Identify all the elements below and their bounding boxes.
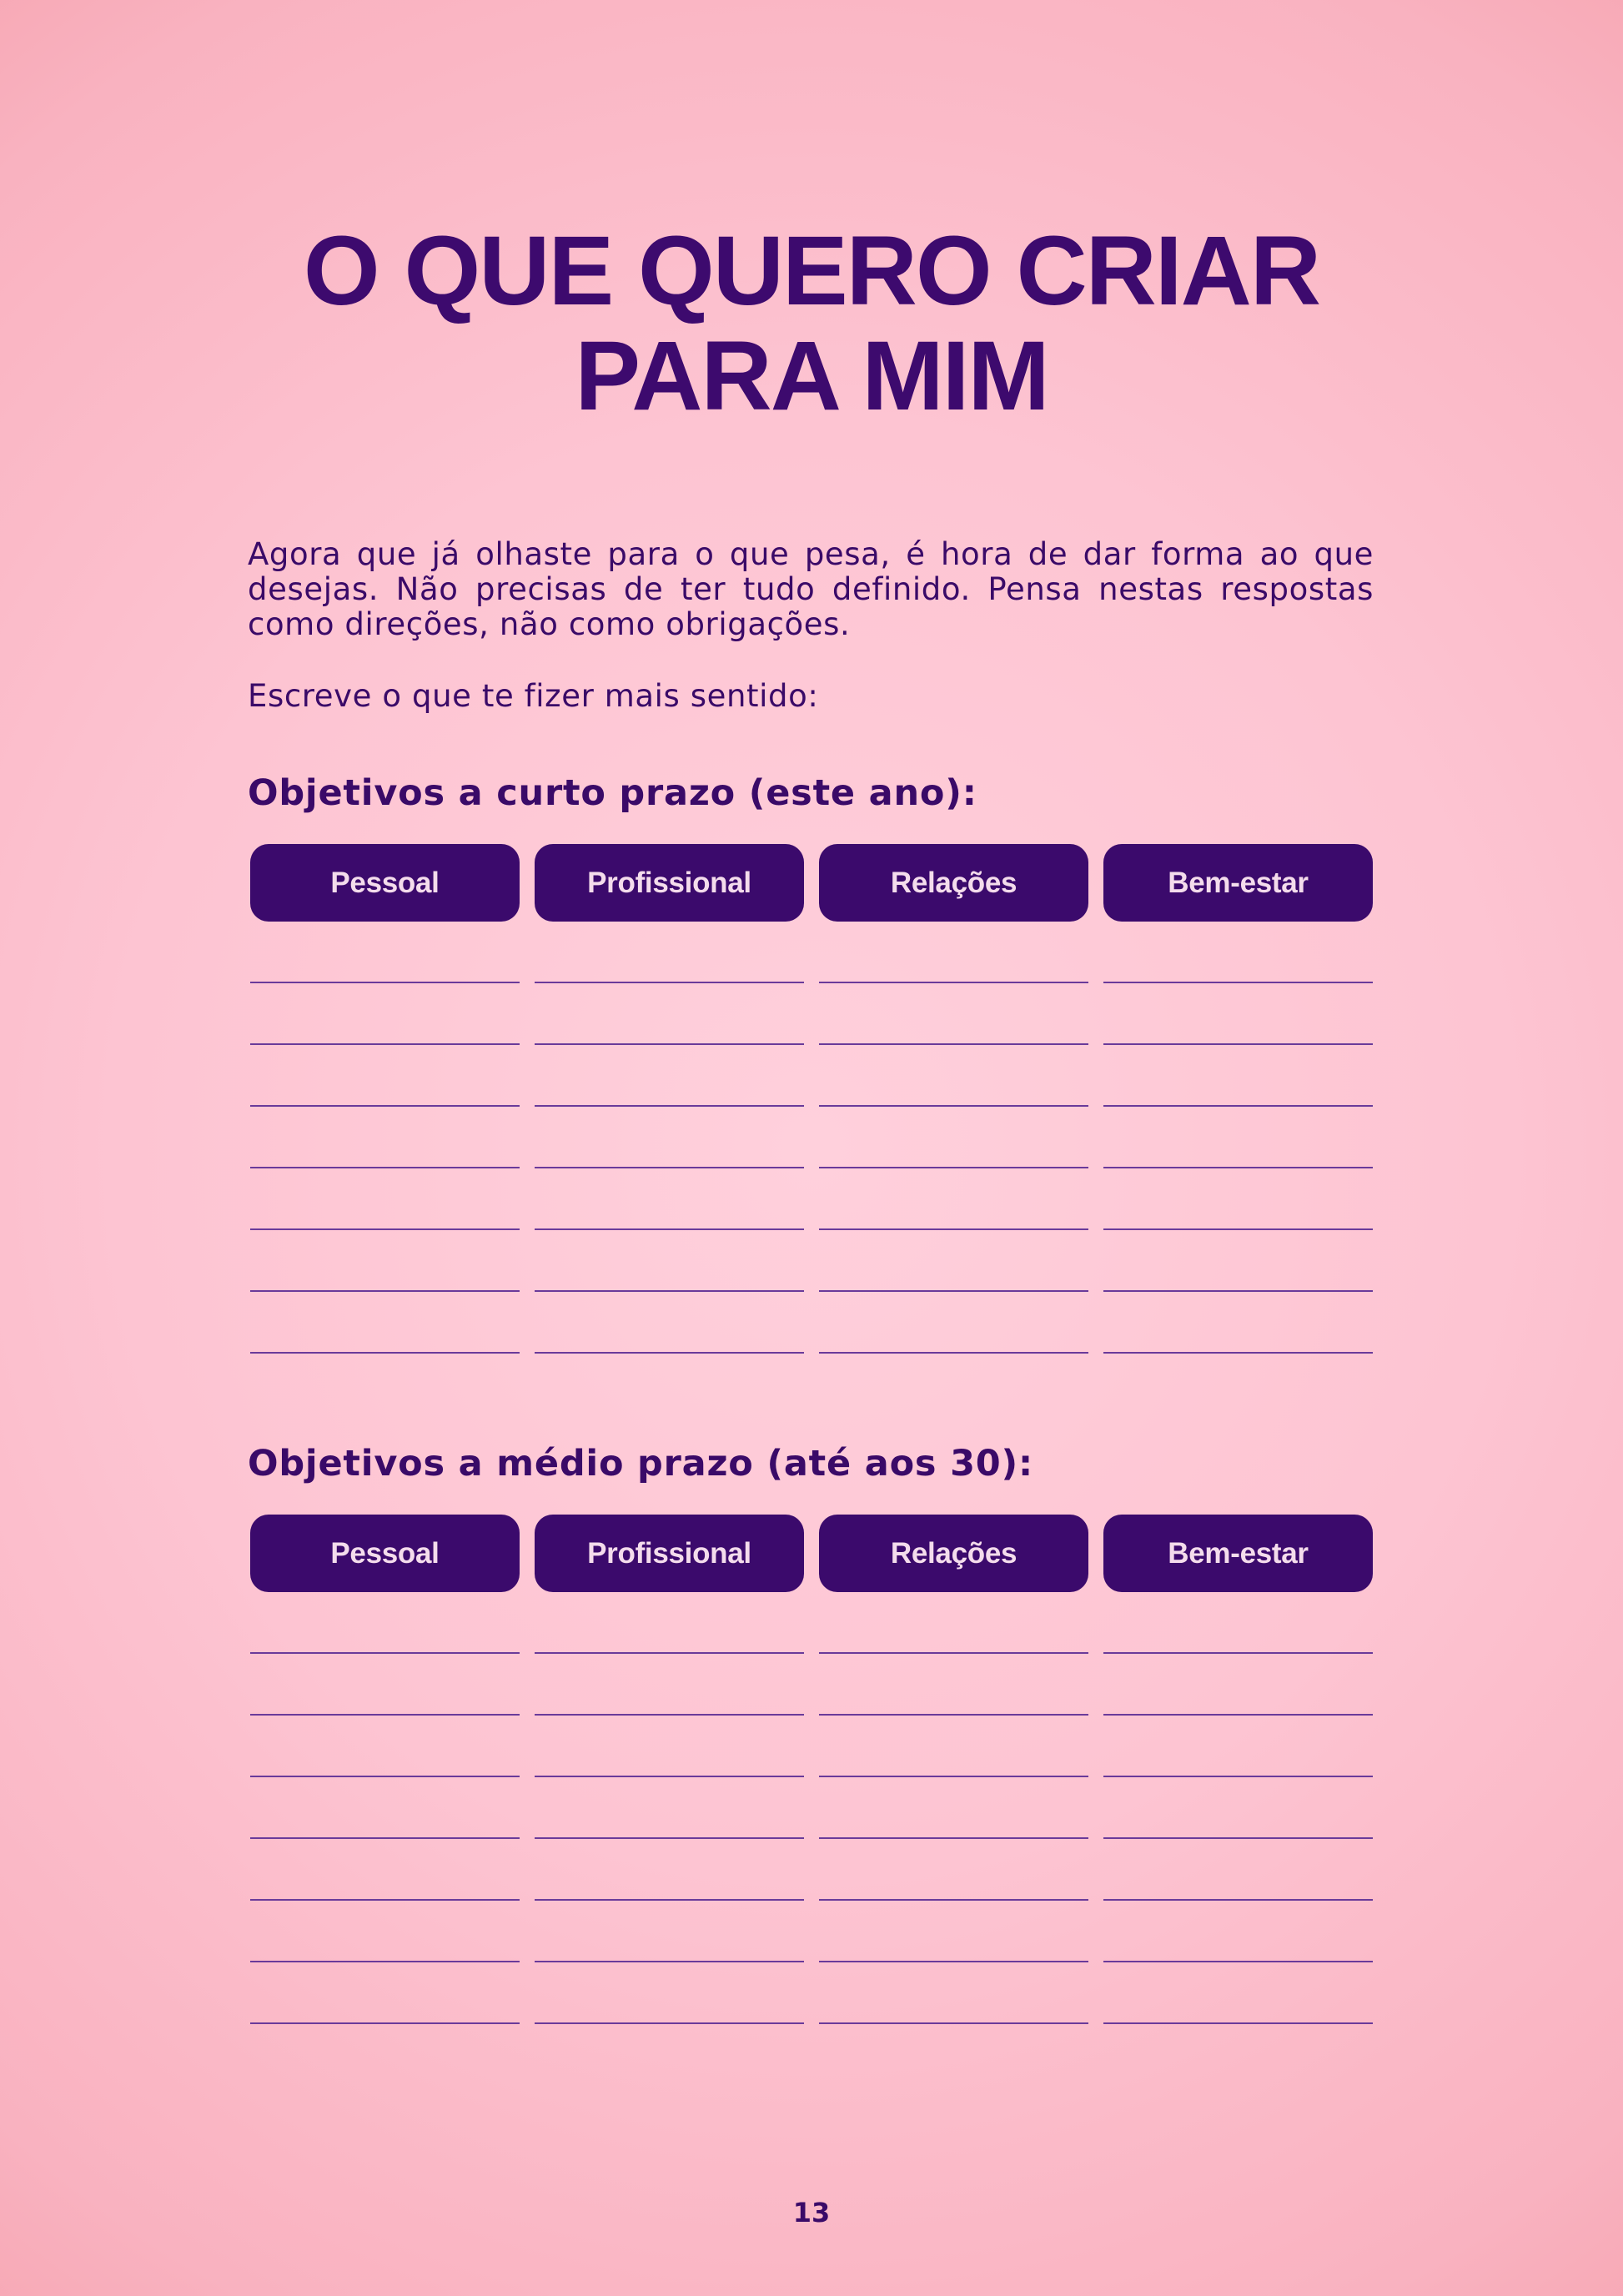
writing-line[interactable] bbox=[819, 1716, 1088, 1777]
writing-column-profissional[interactable] bbox=[535, 1592, 804, 2024]
writing-column-relacoes[interactable] bbox=[819, 922, 1088, 1354]
category-header-row-short-term bbox=[250, 844, 1374, 922]
section-heading-medium-term: Objetivos a médio prazo (até aos 30): bbox=[248, 1443, 1033, 1485]
writing-line[interactable] bbox=[819, 1230, 1088, 1292]
writing-line[interactable] bbox=[1103, 1107, 1373, 1168]
writing-line[interactable] bbox=[535, 1107, 804, 1168]
writing-line[interactable] bbox=[250, 1654, 520, 1716]
writing-line[interactable] bbox=[819, 983, 1088, 1045]
writing-line[interactable] bbox=[535, 1962, 804, 2024]
writing-line[interactable] bbox=[250, 1777, 520, 1839]
writing-line[interactable] bbox=[1103, 1230, 1373, 1292]
writing-column-relacoes[interactable] bbox=[819, 1592, 1088, 2024]
writing-line[interactable] bbox=[819, 1654, 1088, 1716]
writing-line[interactable] bbox=[535, 1592, 804, 1654]
page-title-line-1: O QUE QUERO CRIAR bbox=[303, 216, 1320, 326]
writing-line[interactable] bbox=[535, 922, 804, 983]
writing-line[interactable] bbox=[535, 983, 804, 1045]
writing-line[interactable] bbox=[1103, 1962, 1373, 2024]
writing-line[interactable] bbox=[1103, 1292, 1373, 1354]
writing-line[interactable] bbox=[819, 1962, 1088, 2024]
category-header-row-medium-term bbox=[250, 1515, 1374, 1592]
writing-line[interactable] bbox=[1103, 922, 1373, 983]
writing-column-bem-estar[interactable] bbox=[1103, 1592, 1373, 2024]
page-number: 13 bbox=[792, 2197, 831, 2228]
writing-line[interactable] bbox=[250, 1592, 520, 1654]
writing-line[interactable] bbox=[535, 1654, 804, 1716]
writing-line[interactable] bbox=[1103, 983, 1373, 1045]
writing-column-profissional[interactable] bbox=[535, 922, 804, 1354]
writing-line[interactable] bbox=[819, 922, 1088, 983]
writing-line[interactable] bbox=[535, 1045, 804, 1107]
page-title bbox=[0, 216, 1623, 431]
writing-line[interactable] bbox=[535, 1230, 804, 1292]
writing-line[interactable] bbox=[819, 1901, 1088, 1962]
writing-line[interactable] bbox=[250, 1168, 520, 1230]
writing-line[interactable] bbox=[250, 1716, 520, 1777]
writing-line[interactable] bbox=[250, 1292, 520, 1354]
writing-line[interactable] bbox=[250, 1839, 520, 1901]
category-button-pessoal[interactable]: Pessoal bbox=[250, 1515, 520, 1592]
writing-line[interactable] bbox=[819, 1168, 1088, 1230]
writing-line[interactable] bbox=[250, 1230, 520, 1292]
writing-line[interactable] bbox=[819, 1045, 1088, 1107]
writing-line[interactable] bbox=[819, 1292, 1088, 1354]
category-button-relacoes[interactable]: Relações bbox=[819, 844, 1088, 922]
category-button-pessoal[interactable]: Pessoal bbox=[250, 844, 520, 922]
writing-line[interactable] bbox=[1103, 1045, 1373, 1107]
writing-line[interactable] bbox=[250, 1962, 520, 2024]
writing-line[interactable] bbox=[250, 1045, 520, 1107]
writing-line[interactable] bbox=[250, 983, 520, 1045]
intro-paragraph: Agora que já olhaste para o que pesa, é hora de dar forma ao que desejas. Não precisas de ter tudo definido. Pensa nestas respostas como direções, não como obrigações. bbox=[248, 536, 1374, 642]
writing-line[interactable] bbox=[250, 1107, 520, 1168]
writing-line[interactable] bbox=[1103, 1839, 1373, 1901]
writing-line[interactable] bbox=[535, 1901, 804, 1962]
writing-line[interactable] bbox=[819, 1839, 1088, 1901]
writing-line[interactable] bbox=[1103, 1592, 1373, 1654]
writing-line[interactable] bbox=[1103, 1777, 1373, 1839]
writing-line[interactable] bbox=[819, 1592, 1088, 1654]
writing-line[interactable] bbox=[1103, 1901, 1373, 1962]
writing-line[interactable] bbox=[819, 1107, 1088, 1168]
writing-line[interactable] bbox=[535, 1716, 804, 1777]
writing-line[interactable] bbox=[535, 1839, 804, 1901]
page-title-line-2: PARA MIM bbox=[575, 321, 1048, 431]
writing-line[interactable] bbox=[1103, 1716, 1373, 1777]
writing-line[interactable] bbox=[535, 1777, 804, 1839]
writing-area-short-term bbox=[250, 922, 1374, 1354]
writing-area-medium-term bbox=[250, 1592, 1374, 2024]
writing-column-pessoal[interactable] bbox=[250, 1592, 520, 2024]
category-button-profissional[interactable]: Profissional bbox=[535, 844, 804, 922]
writing-line[interactable] bbox=[819, 1777, 1088, 1839]
section-heading-short-term: Objetivos a curto prazo (este ano): bbox=[248, 772, 977, 814]
category-button-profissional[interactable]: Profissional bbox=[535, 1515, 804, 1592]
writing-line[interactable] bbox=[250, 922, 520, 983]
writing-line[interactable] bbox=[250, 1901, 520, 1962]
writing-column-pessoal[interactable] bbox=[250, 922, 520, 1354]
writing-prompt: Escreve o que te fizer mais sentido: bbox=[248, 678, 819, 714]
writing-line[interactable] bbox=[535, 1292, 804, 1354]
category-button-bem-estar[interactable]: Bem-estar bbox=[1103, 844, 1373, 922]
category-button-relacoes[interactable]: Relações bbox=[819, 1515, 1088, 1592]
writing-line[interactable] bbox=[1103, 1654, 1373, 1716]
writing-column-bem-estar[interactable] bbox=[1103, 922, 1373, 1354]
writing-line[interactable] bbox=[535, 1168, 804, 1230]
writing-line[interactable] bbox=[1103, 1168, 1373, 1230]
category-button-bem-estar[interactable]: Bem-estar bbox=[1103, 1515, 1373, 1592]
